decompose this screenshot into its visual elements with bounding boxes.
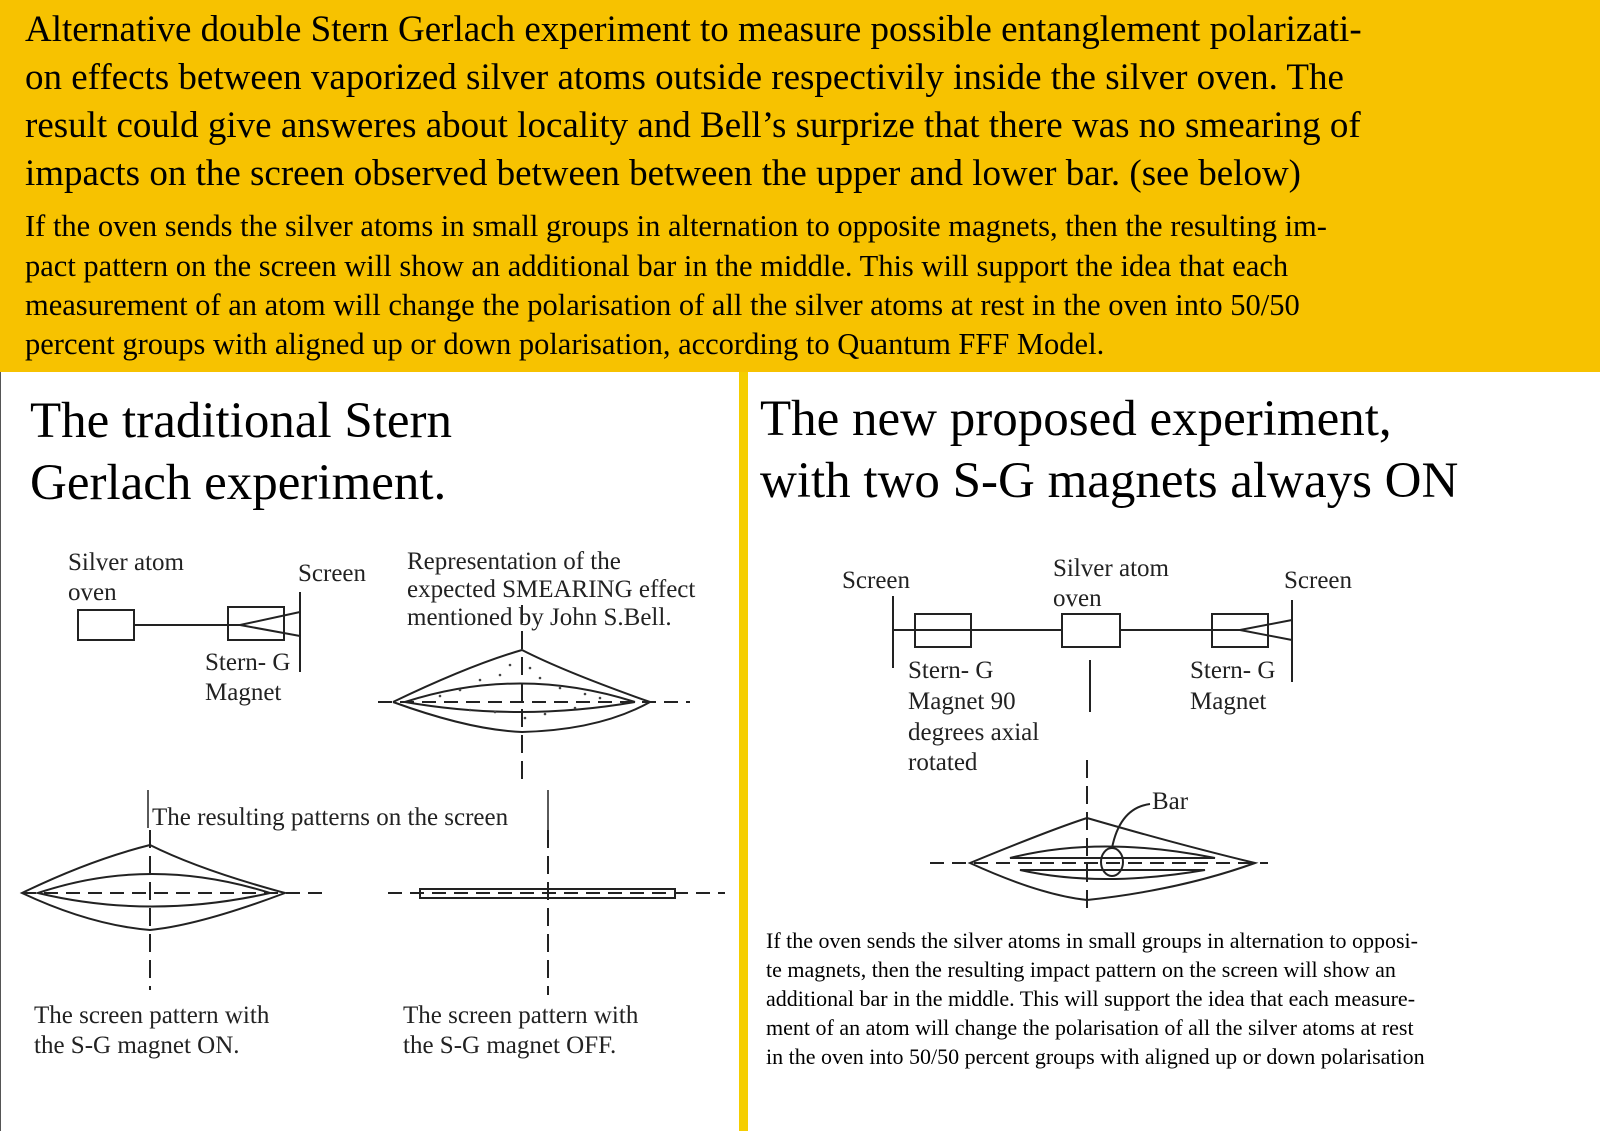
off-caption: The screen pattern with bbox=[403, 1002, 639, 1029]
paragraph-line: percent groups with aligned up or down polarisation, according to Quantum FFF Model. bbox=[25, 327, 1105, 361]
left-title-line: The traditional Stern bbox=[30, 393, 453, 449]
magnet-box bbox=[228, 607, 284, 640]
note-line: additional bar in the middle. This will support the idea that each measure- bbox=[766, 986, 1416, 1011]
pattern-off bbox=[388, 830, 725, 995]
smearing-caption: Representation of the bbox=[407, 548, 621, 575]
note-line: te magnets, then the resulting impact pattern on the screen will show an bbox=[766, 957, 1396, 982]
magnet-right-label: Stern- G bbox=[1190, 657, 1276, 684]
magnet-left-label: degrees axial bbox=[908, 719, 1040, 746]
paragraph-line: If the oven sends the silver atoms in small groups in alternation to opposite magnets, then the resulting im- bbox=[25, 209, 1327, 243]
note-line: in the oven into 50/50 percent groups with aligned up or down polarisation bbox=[766, 1044, 1425, 1069]
oven-box-right bbox=[1062, 614, 1120, 647]
headline-line: Alternative double Stern Gerlach experiment to measure possible entanglement polarizati- bbox=[25, 9, 1362, 50]
headline-line: on effects between vaporized silver atoms outside respectivily inside the silver oven. The bbox=[25, 57, 1344, 98]
oven-box bbox=[78, 610, 134, 640]
smearing-caption: mentioned by John S.Bell. bbox=[407, 604, 672, 631]
magnet-left-label: rotated bbox=[908, 749, 978, 776]
oven-label-right: oven bbox=[1053, 585, 1102, 612]
screen-right-label: Screen bbox=[1284, 567, 1353, 594]
oven-label: oven bbox=[68, 579, 117, 606]
patterns-caption: The resulting patterns on the screen bbox=[152, 804, 509, 831]
note-line: ment of an atom will change the polarisation of all the silver atoms at rest bbox=[766, 1015, 1414, 1040]
on-caption: the S-G magnet ON. bbox=[34, 1032, 240, 1059]
screen-label: Screen bbox=[298, 560, 367, 587]
oven-label: Silver atom bbox=[68, 549, 184, 576]
oven-label-right: Silver atom bbox=[1053, 555, 1169, 582]
split-beam bbox=[240, 612, 300, 636]
bar-label: Bar bbox=[1152, 788, 1189, 815]
paragraph-line: pact pattern on the screen will show an additional bar in the middle. This will support the idea that each bbox=[25, 249, 1289, 283]
left-title-line: Gerlach experiment. bbox=[30, 455, 447, 511]
smearing-pattern bbox=[285, 605, 690, 780]
magnet-left-label: Magnet 90 bbox=[908, 688, 1016, 715]
on-caption: The screen pattern with bbox=[34, 1002, 270, 1029]
bar-pattern bbox=[930, 760, 1268, 910]
magnet-label: Magnet bbox=[205, 679, 282, 706]
screen-left-label: Screen bbox=[842, 567, 911, 594]
magnet-label: Stern- G bbox=[205, 649, 291, 676]
headline-line: result could give answeres about locality and Bell’s surprize that there was no smearing of bbox=[25, 105, 1361, 146]
right-title-line: The new proposed experiment, bbox=[760, 391, 1392, 447]
pattern-on bbox=[22, 830, 330, 990]
note-line: If the oven sends the silver atoms in small groups in alternation to opposi- bbox=[766, 928, 1418, 953]
smear-dots bbox=[439, 664, 602, 720]
right-title-line: with two S-G magnets always ON bbox=[760, 453, 1459, 509]
off-caption: the S-G magnet OFF. bbox=[403, 1032, 617, 1059]
headline-line: impacts on the screen observed between between the upper and lower bar. (see below) bbox=[25, 153, 1301, 194]
magnet-left-label: Stern- G bbox=[908, 657, 994, 684]
paragraph-line: measurement of an atom will change the polarisation of all the silver atoms at rest in the oven into 50/50 bbox=[25, 288, 1300, 322]
smearing-caption: expected SMEARING effect bbox=[407, 576, 696, 603]
magnet-right-label: Magnet bbox=[1190, 688, 1267, 715]
